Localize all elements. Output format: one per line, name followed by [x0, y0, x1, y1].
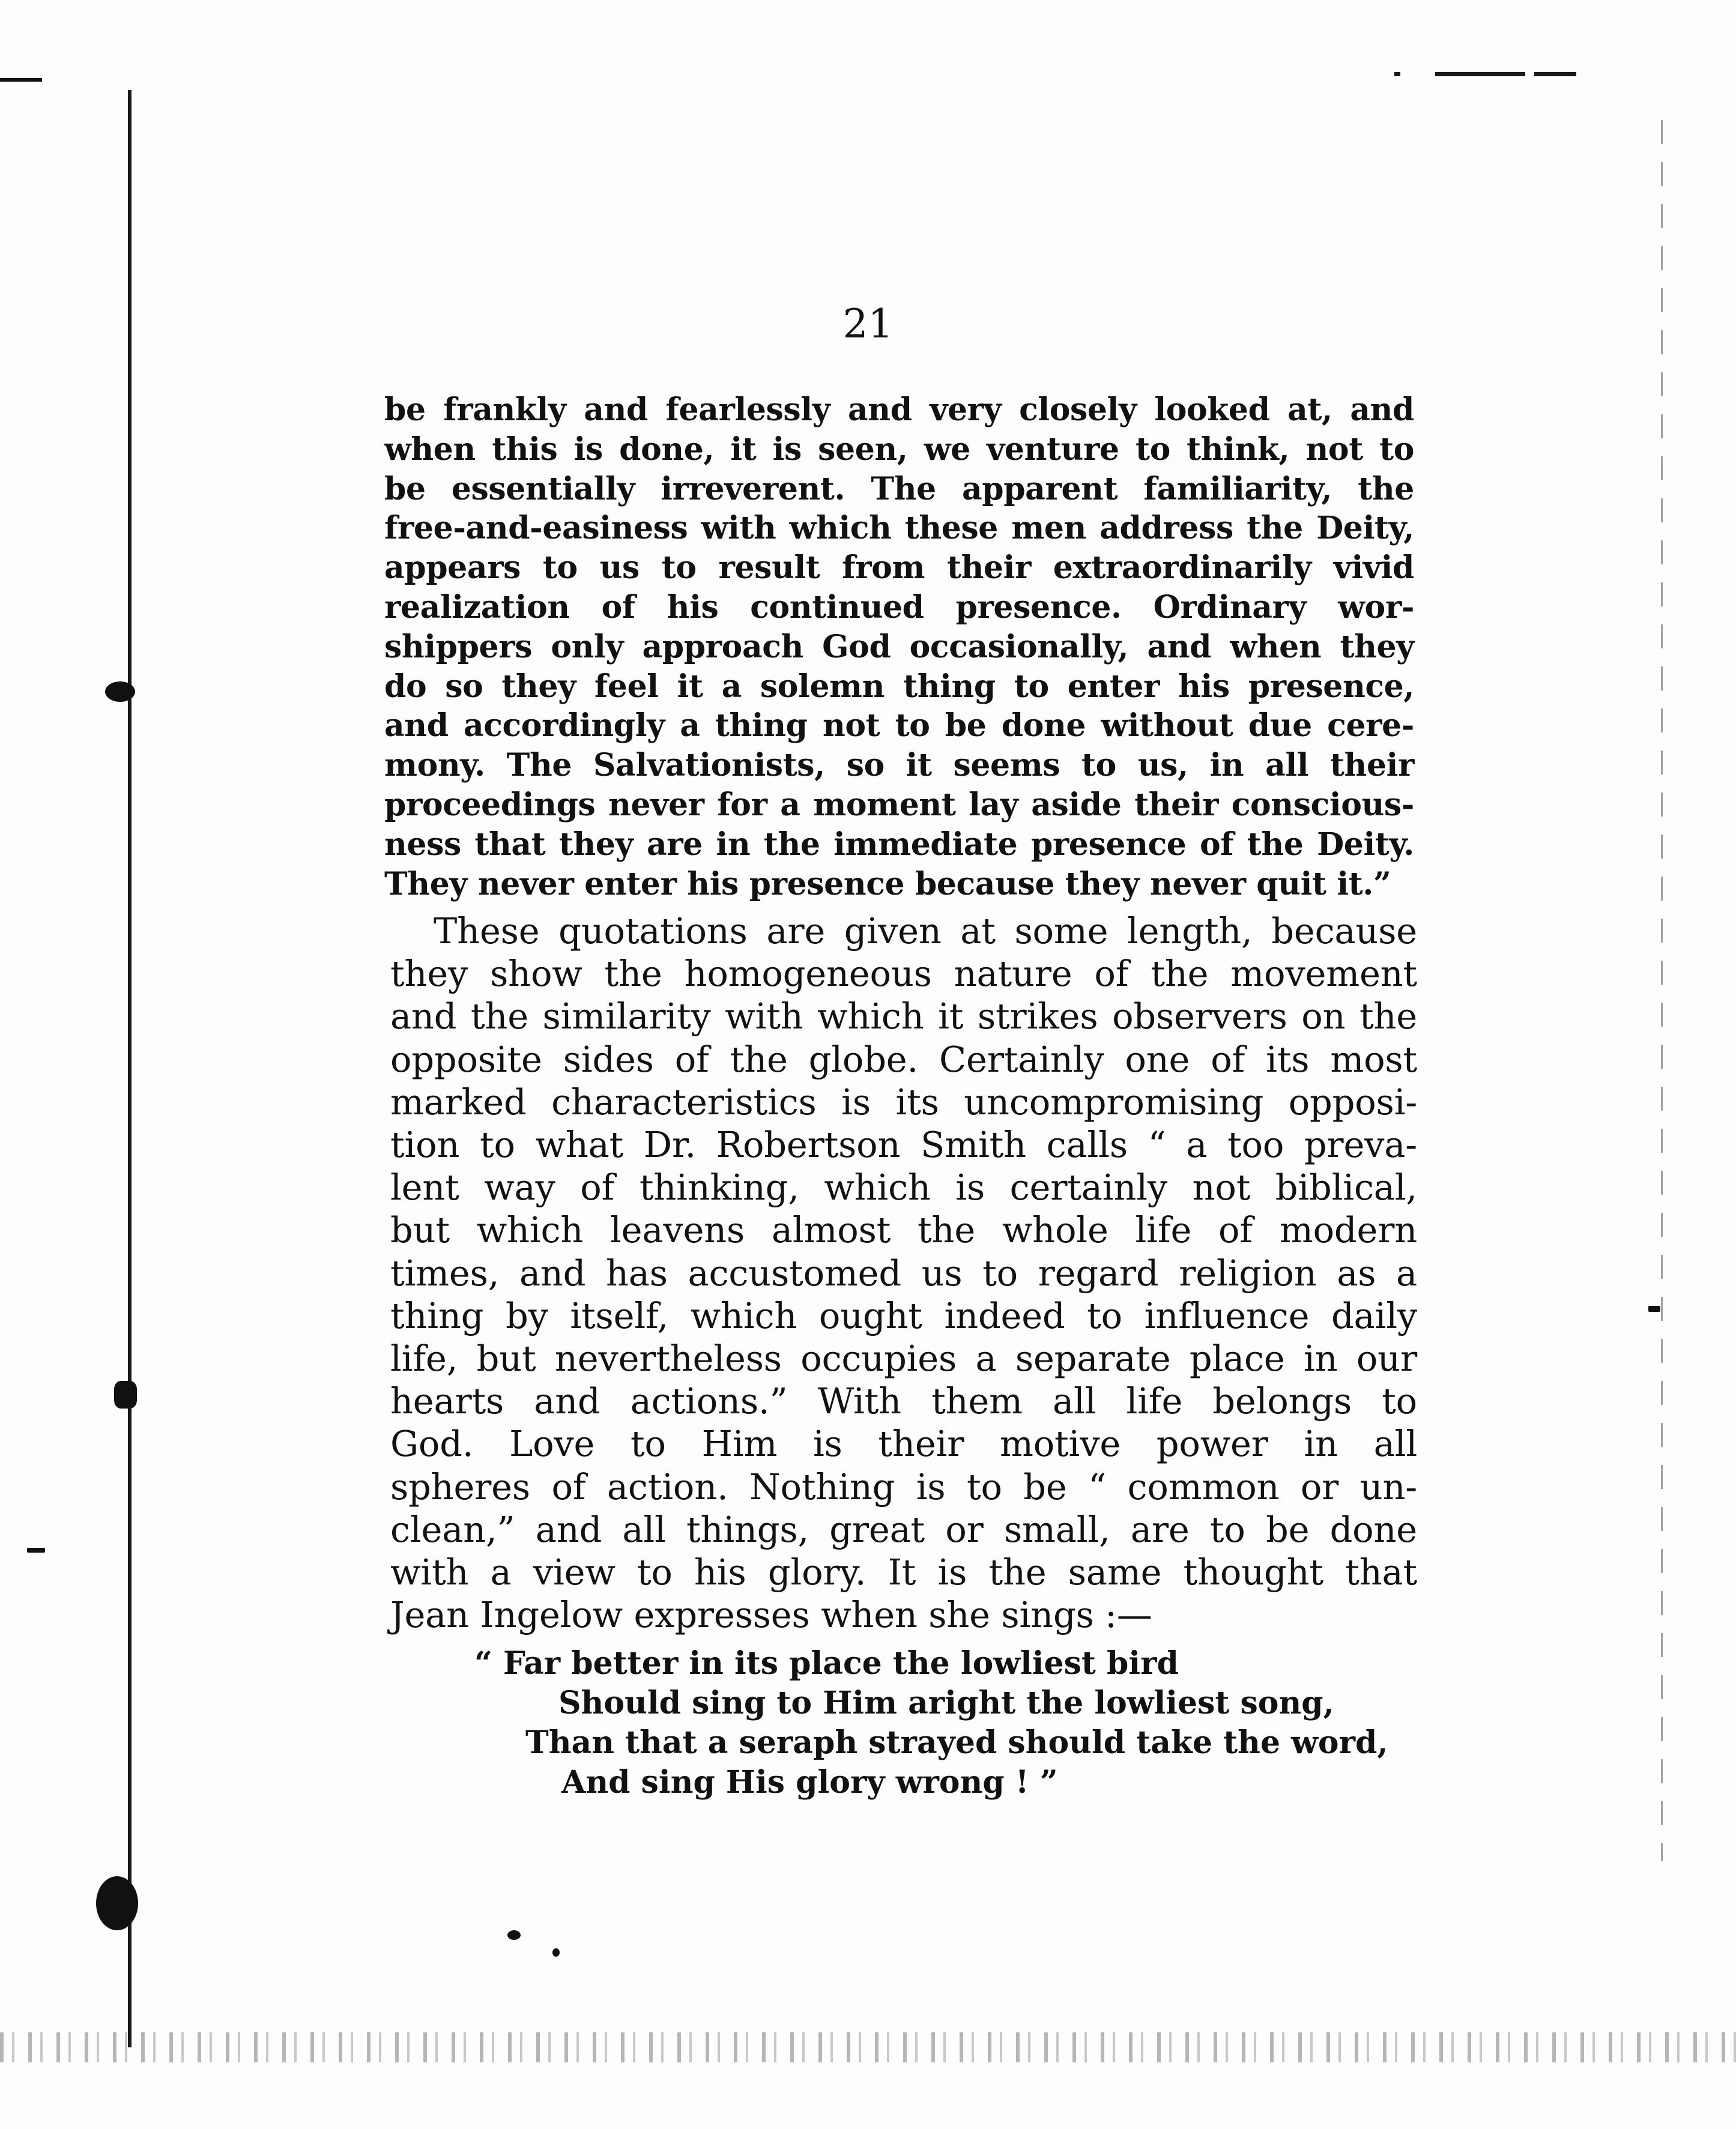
body-paragraph: [390, 910, 1417, 1636]
text-line: ness that they are in the immediate presence of the Deity.: [384, 826, 1414, 863]
scan-artifact-speck: [552, 1948, 560, 1957]
text-line: when this is done, it is seen, we venture to think, not to: [384, 430, 1414, 468]
text-line: realization of his continued presence. Ordinary wor-: [384, 588, 1414, 626]
text-line: times, and has accustomed us to regard religion as a: [390, 1252, 1417, 1294]
text-line: life, but nevertheless occupies a separate place in our: [390, 1338, 1417, 1380]
text-line: thing by itself, which ought indeed to influence daily: [390, 1294, 1417, 1336]
text-line: lent way of thinking, which is certainly not biblical,: [390, 1167, 1417, 1209]
text-line: clean,” and all things, great or small, are to be done: [390, 1508, 1417, 1550]
text-line: proceedings never for a moment lay aside their conscious-: [384, 786, 1414, 823]
text-line: mony. The Salvationists, so it seems to us, in all their: [384, 747, 1414, 784]
scan-artifact-speck: [27, 1548, 45, 1553]
text-line: they show the homogeneous nature of the movement: [390, 953, 1417, 995]
scan-artifact-blot: [105, 681, 135, 702]
text-line: be frankly and fearlessly and very closely looked at, and: [384, 391, 1414, 428]
text-line: and accordingly a thing not to be done without due cere-: [384, 707, 1414, 744]
text-line: opposite sides of the globe. Certainly one of its most: [390, 1038, 1417, 1080]
scan-artifact-dash: [1435, 72, 1525, 76]
text-line: marked characteristics is its uncompromising opposi-: [390, 1081, 1417, 1123]
text-line: These quotations are given at some length, because: [434, 910, 1417, 952]
text-line: do so they feel it a solemn thing to enter his presence,: [384, 668, 1414, 705]
scan-artifact-right-rule: [1661, 120, 1663, 1861]
verse-line: Than that a seraph strayed should take the word,: [525, 1724, 1388, 1761]
quote-continuation: [384, 390, 1414, 904]
text-line: shippers only approach God occasionally, and when they: [384, 628, 1414, 665]
scan-artifact-speck: [1648, 1306, 1660, 1312]
scan-artifact-bottom-noise: [0, 2032, 1736, 2062]
text-line: free-and-easiness with which these men address the Deity,: [384, 510, 1414, 547]
text-line: and the similarity with which it strikes observers on the: [390, 995, 1417, 1037]
text-line: tion to what Dr. Robertson Smith calls “ a too preva-: [390, 1124, 1417, 1166]
text-line: They never enter his presence because they never quit it.”: [384, 865, 1391, 902]
text-line: spheres of action. Nothing is to be “ common or un-: [390, 1466, 1417, 1508]
verse-quotation: [474, 1644, 1435, 1802]
scan-artifact-speck: [507, 1930, 521, 1940]
text-line: Jean Ingelow expresses when she sings :—: [390, 1594, 1152, 1636]
text-line: hearts and actions.” With them all life belongs to: [390, 1380, 1417, 1422]
text-line: God. Love to Him is their motive power in all: [390, 1423, 1417, 1465]
page-number: 21: [842, 301, 894, 347]
scan-artifact-blot: [114, 1381, 137, 1409]
text-line: be essentially irreverent. The apparent familiarity, the: [384, 470, 1414, 507]
text-line: but which leavens almost the whole life of modern: [390, 1209, 1417, 1251]
verse-line: Should sing to Him aright the lowliest song,: [558, 1685, 1334, 1721]
scan-artifact-dash: [1534, 72, 1576, 76]
scan-artifact-tab: [0, 78, 42, 82]
verse-line: And sing His glory wrong ! ”: [561, 1764, 1058, 1801]
scan-artifact-blot: [96, 1876, 138, 1930]
text-line: with a view to his glory. It is the same thought that: [390, 1551, 1417, 1593]
text-line: appears to us to result from their extraordinarily vivid: [384, 549, 1414, 587]
scan-artifact-left-rule: [128, 90, 132, 2047]
verse-line: “ Far better in its place the lowliest bird: [474, 1645, 1179, 1682]
scan-artifact-dot: [1394, 72, 1400, 76]
